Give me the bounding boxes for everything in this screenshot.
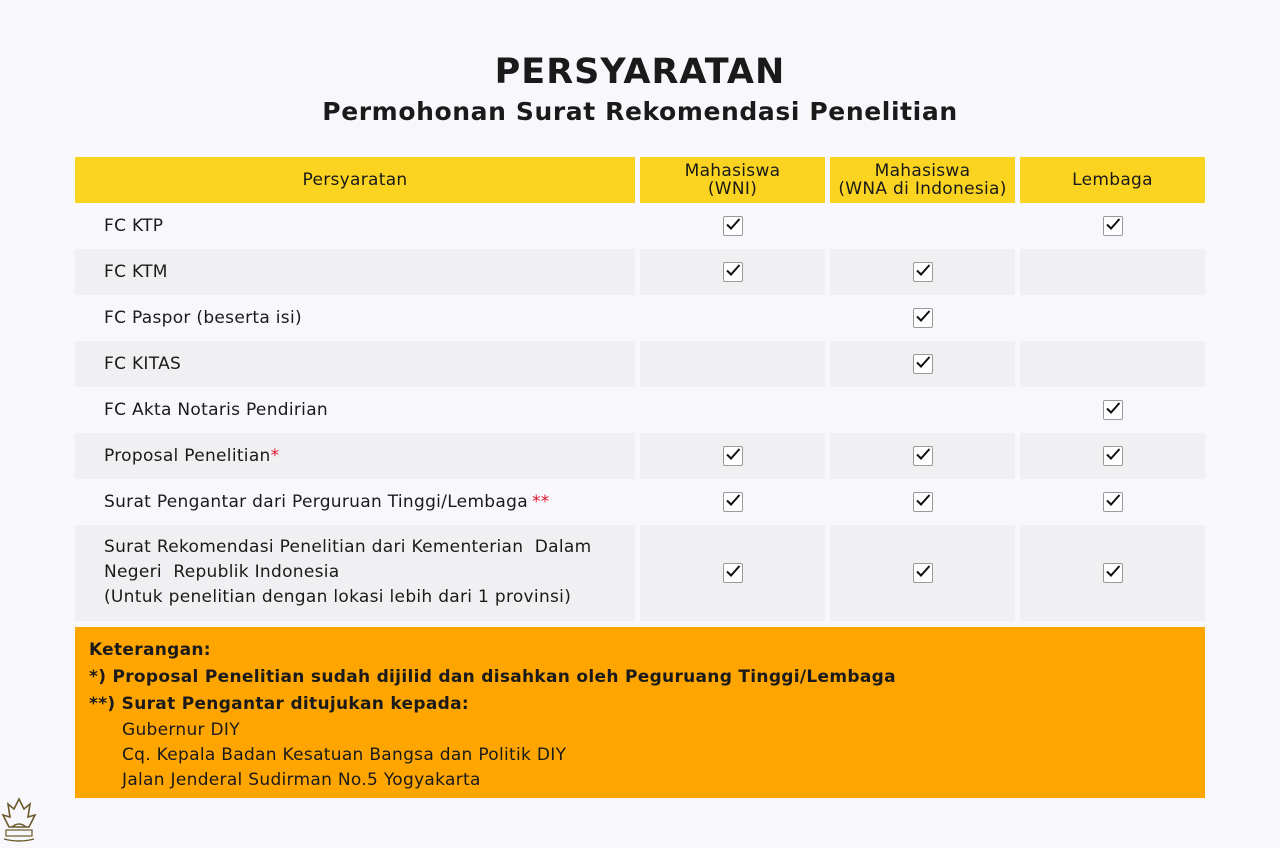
cell-lembaga [1020, 341, 1205, 387]
cell-wna [830, 249, 1015, 295]
cell-lembaga [1020, 525, 1205, 621]
header-wni-line2: (WNI) [707, 179, 758, 199]
cell-wni [640, 341, 825, 387]
requirement-label [75, 295, 635, 341]
cell-wna [830, 387, 1015, 433]
header-lembaga: Lembaga [1020, 157, 1205, 203]
cell-wni [640, 295, 825, 341]
address-line: Jalan Jenderal Sudirman No.5 Yogyakarta [122, 770, 481, 790]
checkbox-checked-icon [913, 446, 933, 466]
requirement-label [75, 249, 635, 295]
page-title: PERSYARATAN [494, 52, 786, 92]
cell-wna [830, 479, 1015, 525]
requirement-text: FC Paspor (beserta isi) [104, 308, 302, 328]
cell-lembaga [1020, 387, 1205, 433]
cell-lembaga [1020, 479, 1205, 525]
address-line: Gubernur DIY [122, 720, 240, 740]
requirement-label-line: (Untuk penelitian dengan lokasi lebih dari 1 provinsi) [104, 587, 572, 607]
cell-wna [830, 341, 1015, 387]
cell-wni [640, 387, 825, 433]
cell-lembaga [1020, 203, 1205, 249]
header-wna [830, 157, 1015, 203]
checkbox-checked-icon [723, 216, 743, 236]
footnote-marker: * [270, 446, 280, 466]
requirement-label-line: Negeri Republik Indonesia [104, 562, 340, 582]
requirement-text: FC KITAS [104, 354, 182, 374]
checkbox-checked-icon [1103, 446, 1123, 466]
emblem-logo-icon [0, 795, 38, 845]
cell-lembaga [1020, 295, 1205, 341]
requirements-table [75, 157, 1205, 621]
cell-wni [640, 525, 825, 621]
checkbox-checked-icon [913, 308, 933, 328]
requirement-text: FC KTP [104, 216, 164, 236]
cell-wni [640, 479, 825, 525]
cell-wni [640, 433, 825, 479]
requirement-label [75, 387, 635, 433]
requirement-text: FC Akta Notaris Pendirian [104, 400, 328, 420]
cell-wna [830, 433, 1015, 479]
cell-wni [640, 249, 825, 295]
checkbox-checked-icon [913, 492, 933, 512]
checkbox-checked-icon [1103, 400, 1123, 420]
note-surat-pengantar: **) Surat Pengantar ditujukan kepada: [89, 694, 469, 714]
table-row [75, 341, 1205, 387]
table-row [75, 249, 1205, 295]
table-header-row [75, 157, 1205, 203]
checkbox-checked-icon [913, 563, 933, 583]
cell-lembaga [1020, 433, 1205, 479]
header-wni-line1: Mahasiswa [684, 161, 781, 181]
table-row [75, 203, 1205, 249]
table-row [75, 479, 1205, 525]
footnote-marker: ** [531, 492, 550, 512]
checkbox-checked-icon [913, 354, 933, 374]
header-requirement: Persyaratan [75, 157, 635, 203]
checkbox-checked-icon [723, 262, 743, 282]
checkbox-checked-icon [1103, 563, 1123, 583]
header-wna-line1: Mahasiswa [874, 161, 971, 181]
requirement-label [75, 479, 635, 525]
notes-heading: Keterangan: [89, 640, 211, 660]
requirement-label-line: Surat Rekomendasi Penelitian dari Kementerian Dalam [104, 537, 592, 557]
address-line: Cq. Kepala Badan Kesatuan Bangsa dan Politik DIY [122, 745, 567, 765]
requirement-label [75, 203, 635, 249]
table-row [75, 387, 1205, 433]
requirement-label [75, 525, 635, 621]
checkbox-checked-icon [723, 446, 743, 466]
checkbox-checked-icon [1103, 492, 1123, 512]
table-row [75, 433, 1205, 479]
header-wni [640, 157, 825, 203]
requirement-text: Proposal Penelitian [104, 446, 271, 466]
table-row [75, 295, 1205, 341]
cell-wna [830, 525, 1015, 621]
checkbox-checked-icon [723, 492, 743, 512]
requirement-text: Surat Pengantar dari Perguruan Tinggi/Lembaga [104, 492, 528, 512]
checkbox-checked-icon [1103, 216, 1123, 236]
requirement-text: FC KTM [104, 262, 168, 282]
cell-lembaga [1020, 249, 1205, 295]
requirement-label [75, 433, 635, 479]
table-body [75, 203, 1205, 621]
notes-box [75, 627, 1205, 798]
cell-wna [830, 295, 1015, 341]
header-wna-line2: (WNA di Indonesia) [838, 179, 1007, 199]
table-row [75, 525, 1205, 621]
checkbox-checked-icon [913, 262, 933, 282]
cell-wni [640, 203, 825, 249]
requirement-label [75, 341, 635, 387]
page-subtitle: Permohonan Surat Rekomendasi Penelitian [322, 97, 958, 126]
note-proposal: *) Proposal Penelitian sudah dijilid dan disahkan oleh Peguruang Tinggi/Lembaga [89, 667, 896, 687]
checkbox-checked-icon [723, 563, 743, 583]
cell-wna [830, 203, 1015, 249]
